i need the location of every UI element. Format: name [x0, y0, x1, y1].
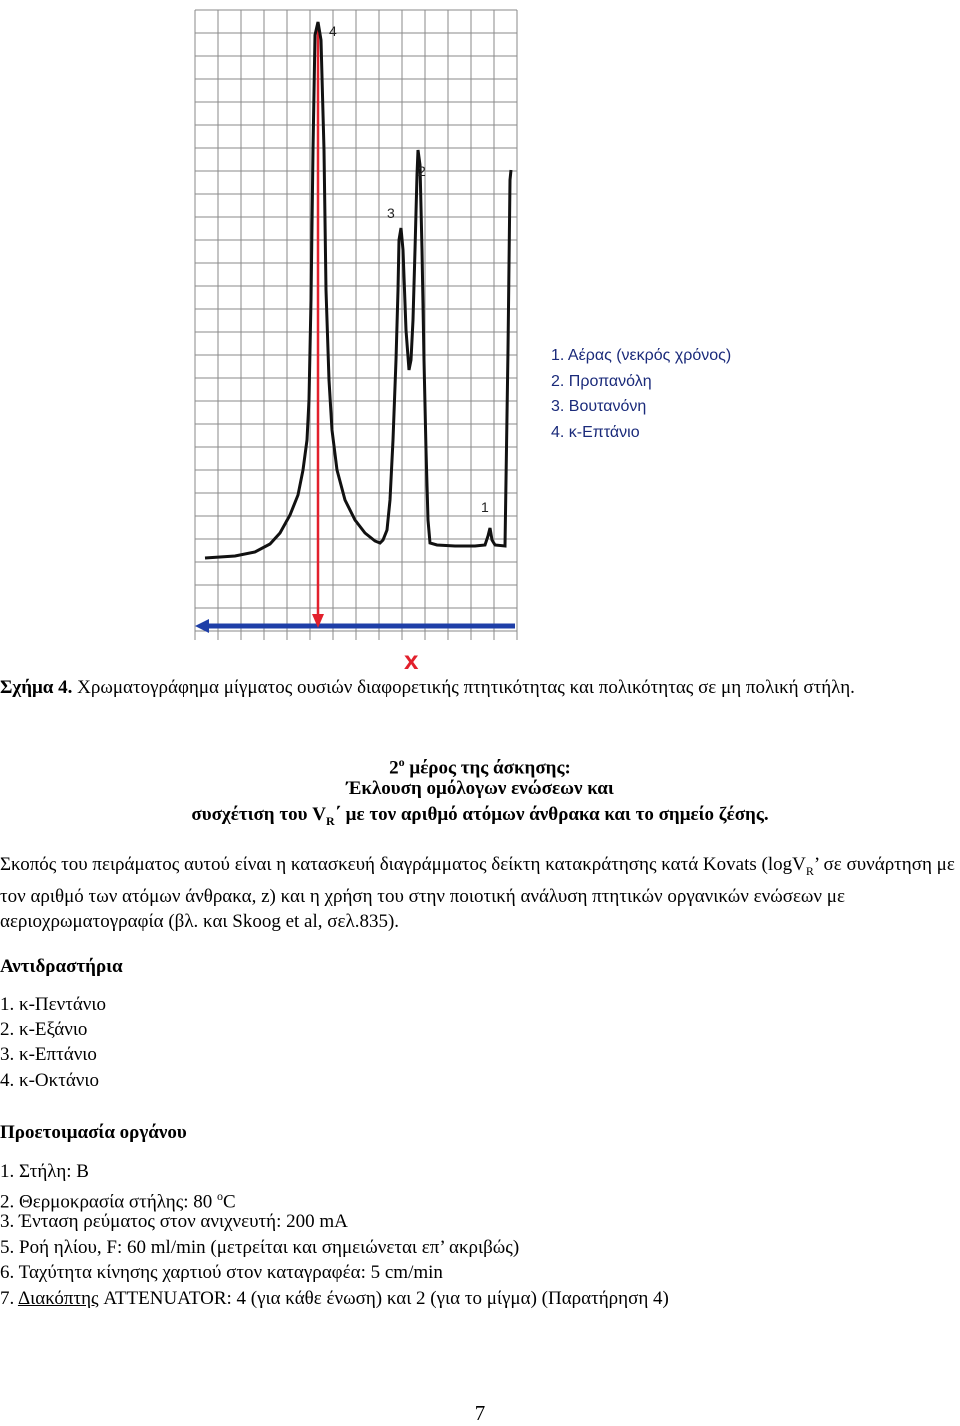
caption-text: Χρωματογράφημα μίγματος ουσιών διαφορετικής πτητικότητας και πολικότητας σε μη πολική στήλη. — [72, 677, 855, 698]
caption-label: Σχήμα 4. — [0, 677, 73, 698]
part2-heading-line1: $2^o$ μέρος της άσκησης: — [389, 755, 571, 779]
legend-item-3: 3. Βουτανόνη — [551, 398, 647, 415]
purpose-paragraph: Σκοπός του πειράματος αυτού είναι η κατασκευή διαγράμματος δείκτη κατακράτησης κατά Kovats (logV$_R$’ σε συνάρτηση με τον αριθμό των ατόμων άνθρακα, z) και η χρήση του στην ποιοτική ανάλυση πτητικών οργανικών ενώσεων με αεριοχρωματογραφία (βλ. και Skoog et al, σελ.835). — [0, 854, 955, 932]
x-axis-marker: x — [404, 645, 419, 675]
reagent-item: 1. κ-Πεντάνιο — [0, 994, 106, 1015]
prep-item-current: 3. Ένταση ρεύματος στον ανιχνευτή: 200 mA — [0, 1211, 348, 1232]
reagent-item: 3. κ-Επτάνιο — [0, 1044, 97, 1065]
legend-item-1: 1. Αέρας (νεκρός χρόνος) — [551, 347, 732, 364]
prep-item-paper-speed: 6. Ταχύτητα κίνησης χαρτιού στον καταγραφέα: 5 cm/min — [0, 1262, 443, 1283]
chromatogram-figure — [175, 0, 785, 675]
page-number: 7 — [474, 1401, 486, 1425]
part2-heading-line3: συσχέτιση του $V_R΄$ με τον αριθμό ατόμων άνθρακα και το σημείο ζέσης. — [191, 804, 769, 828]
prep-item-attenuator: 7. Διακόπτης ATTENUATOR: 4 (για κάθε ένωση) και 2 (για το μίγμα) (Παρατήρηση 4) — [0, 1288, 669, 1309]
peak-label-2: 2 — [418, 163, 426, 179]
prep-title: Προετοιμασία οργάνου — [0, 1122, 187, 1143]
peak-label-1: 1 — [481, 499, 489, 515]
peak-label-4: 4 — [329, 23, 337, 39]
legend-item-2: 2. Προπανόλη — [551, 373, 652, 390]
prep-item-column: 1. Στήλη: B — [0, 1161, 89, 1182]
reagent-item: 4. κ-Οκτάνιο — [0, 1070, 99, 1091]
prep-item-helium-flow: 5. Ροή ηλίου, F: 60 ml/min (μετρείται και σημειώνεται επ’ ακριβώς) — [0, 1237, 520, 1258]
peak-label-3: 3 — [387, 205, 395, 221]
legend-item-4: 4. κ-Επτάνιο — [551, 424, 640, 441]
reagents-title: Αντιδραστήρια — [0, 956, 123, 977]
prep-item-temperature: 2. Θερμοκρασία στήλης: 80 $^o$C — [0, 1189, 236, 1213]
part2-heading-line2: Έκλουση ομόλογων ενώσεων και — [346, 778, 614, 799]
figure-caption — [0, 676, 950, 700]
reagent-item: 2. κ-Εξάνιο — [0, 1019, 88, 1040]
